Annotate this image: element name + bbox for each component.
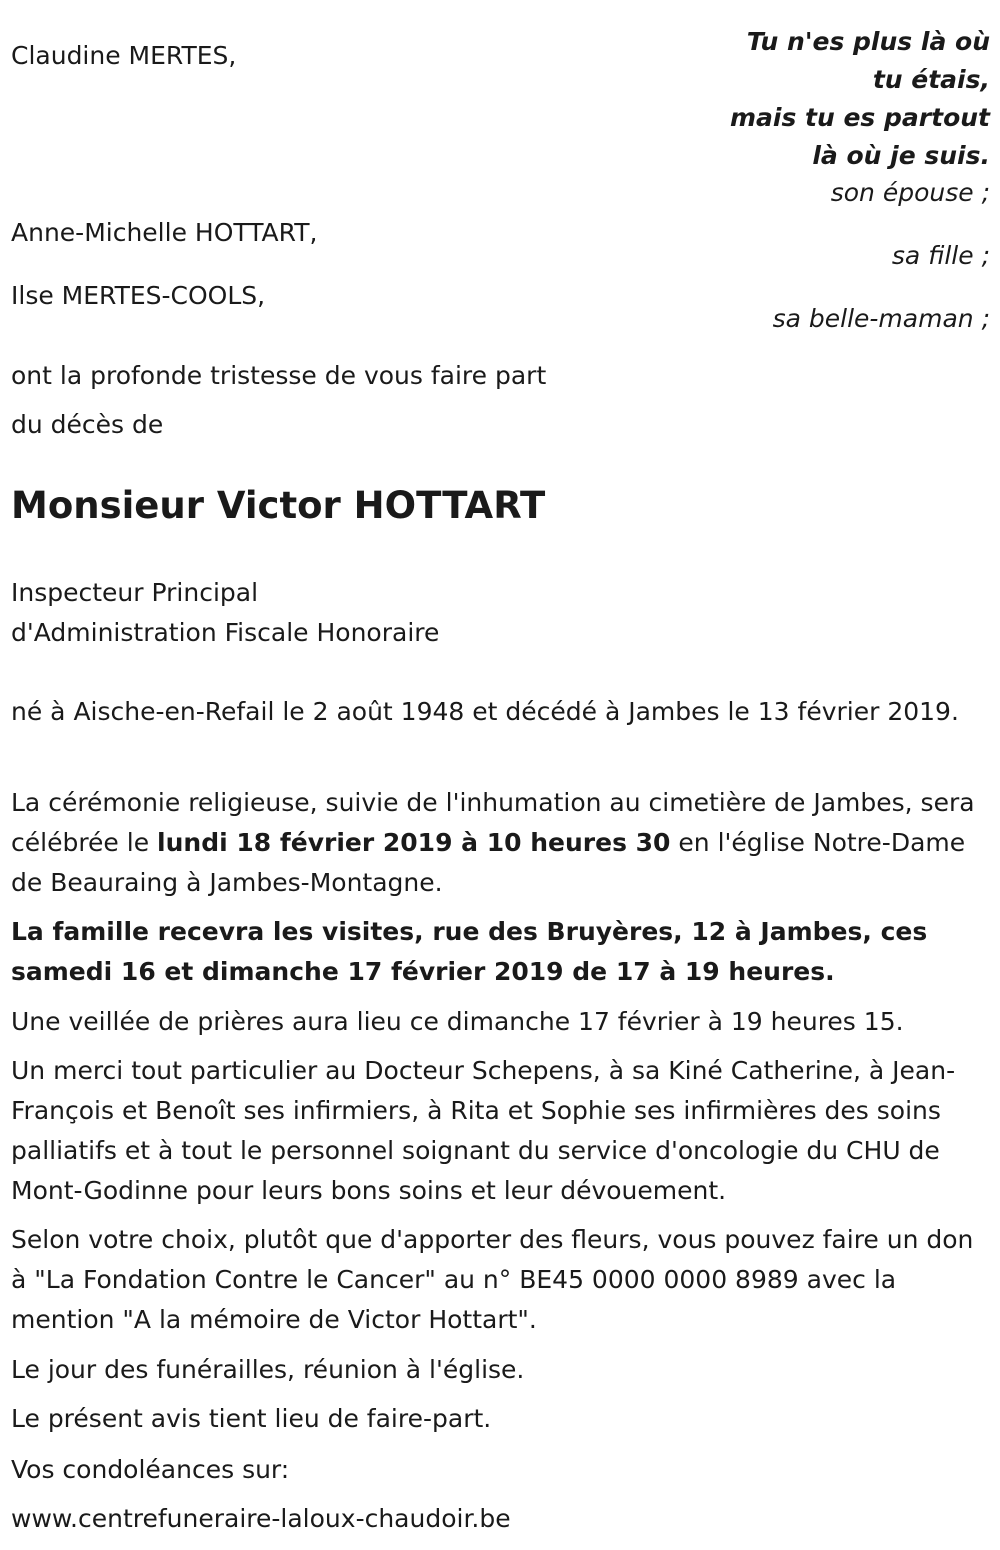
poem-line: là où je suis.	[812, 141, 990, 170]
vigil-paragraph: Une veillée de prières aura lieu ce dimanche 17 février à 19 heures 15.	[11, 1007, 904, 1036]
ceremony-date: lundi 18 février 2019 à 10 heures 30	[157, 828, 671, 857]
visits-paragraph: La famille recevra les visites, rue des Bruyères, 12 à Jambes, ces samedi 16 et dimanche 17 février 2019 de 17 à 19 heures.	[11, 917, 928, 986]
family-member-name: Ilse MERTES-COOLS,	[11, 281, 266, 310]
family-member-name: Claudine MERTES,	[11, 41, 237, 70]
birth-death-paragraph: né à Aische-en-Refail le 2 août 1948 et décédé à Jambes le 13 février 2019.	[11, 697, 959, 726]
family-member-role: sa belle-maman ;	[772, 304, 990, 333]
announcement-line: du décès de	[11, 410, 164, 439]
website-link[interactable]: www.centrefuneraire-laloux-chaudoir.be	[11, 1504, 511, 1533]
notice-paragraph: Le présent avis tient lieu de faire-part.	[11, 1404, 492, 1433]
ceremony-text: en l'église Notre-Dame de Beauraing à Jambes-Montagne.	[11, 828, 966, 897]
deceased-title: Inspecteur Principal	[11, 578, 259, 607]
family-member-name: Anne-Michelle HOTTART,	[11, 218, 318, 247]
family-member-role: son épouse ;	[830, 178, 990, 207]
funeral-day-paragraph: Le jour des funérailles, réunion à l'église.	[11, 1355, 525, 1384]
thanks-paragraph: Un merci tout particulier au Docteur Schepens, à sa Kiné Catherine, à Jean-François et Benoît ses infirmiers, à Rita et Sophie ses infirmières des soins palliatifs et à tout le personnel soignant du service d'oncologie du CHU de Mont-Godinne pour leurs bons soins et leur dévouement.	[11, 1056, 956, 1205]
condolences-label: Vos condoléances sur:	[11, 1455, 290, 1484]
poem-line: tu étais,	[872, 65, 990, 94]
poem	[730, 23, 990, 175]
ceremony-text: La cérémonie religieuse, suivie de l'inhumation au cimetière de Jambes, sera célébrée le	[11, 788, 975, 857]
poem-line: Tu n'es plus là où	[746, 27, 990, 56]
announcement-line: ont la profonde tristesse de vous faire part	[11, 361, 547, 390]
poem-line: mais tu es partout	[729, 103, 990, 132]
deceased-name: Monsieur Victor HOTTART	[11, 484, 546, 527]
deceased-title: d'Administration Fiscale Honoraire	[11, 618, 440, 647]
family-member-role: sa fille ;	[891, 241, 990, 270]
donation-paragraph: Selon votre choix, plutôt que d'apporter des fleurs, vous pouvez faire un don à "La Fondation Contre le Cancer" au n° BE45 0000 0000 8989 avec la mention "A la mémoire de Victor Hottart".	[11, 1225, 974, 1334]
ceremony-paragraph	[11, 783, 986, 903]
